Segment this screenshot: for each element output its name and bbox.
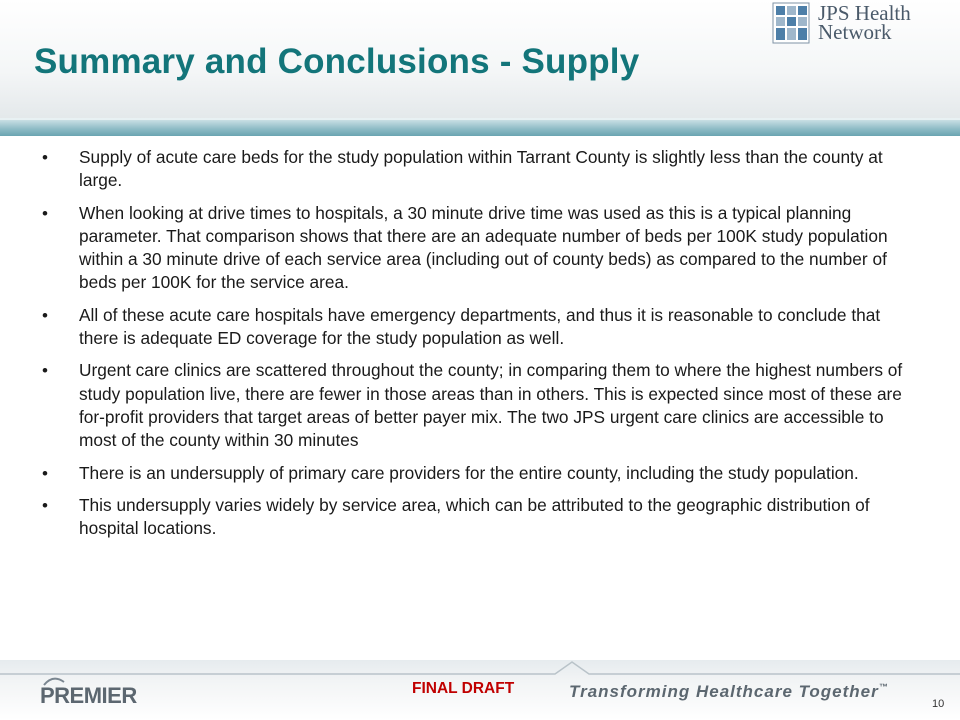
jps-logo: [772, 2, 950, 46]
bullet-text: All of these acute care hospitals have emergency departments, and thus it is reasonable to conclude that there is adequate ED coverage for the study population as well.: [79, 304, 881, 349]
jps-logo-wordmark: [818, 1, 911, 44]
header-divider-band: [0, 120, 960, 136]
tagline-text: Transforming Healthcare Together: [569, 682, 879, 701]
trademark-mark: ™: [878, 682, 889, 692]
bullet-item: [40, 494, 920, 541]
bullet-item: [40, 359, 920, 452]
bullet-dot-icon: •: [42, 203, 48, 223]
premier-logo: PREMIER: [40, 683, 137, 708]
bullet-dot-icon: •: [42, 361, 48, 381]
bullet-text: Supply of acute care beds for the study population within Tarrant County is slightly less than the county at large.: [79, 147, 883, 191]
bullet-text: When looking at drive times to hospitals, a 30 minute drive time was used as this is a typical planning parameter. That comparison shows that there are an adequate number of beds per 100K study population within a 30 minute drive of each service area (including out of county beds) as compared to the number of beds per 100K for the service area.: [79, 202, 888, 293]
bullet-list: [40, 146, 920, 540]
bullet-item: [40, 202, 920, 295]
logo-line-2: Network: [818, 20, 892, 44]
jps-logo-mark-icon: [772, 2, 810, 44]
final-draft-label: FINAL DRAFT: [412, 680, 515, 697]
bullet-dot-icon: •: [42, 463, 48, 483]
page-number: 10: [932, 698, 945, 710]
bullet-text: This undersupply varies widely by service area, which can be attributed to the geographic distribution of hospital locations.: [79, 494, 870, 539]
bullet-text: There is an undersupply of primary care providers for the entire county, including the study population.: [79, 462, 859, 483]
bullet-dot-icon: •: [42, 495, 48, 515]
bullet-item: [40, 304, 920, 351]
slide-body: [40, 146, 920, 549]
tagline: [569, 682, 889, 702]
bullet-text: Urgent care clinics are scattered throughout the county; in comparing them to where the highest numbers of study population live, there are fewer in those areas than in others. This is expected since most of these are for-profit providers that target areas of better payer mix. The two JPS urgent care clinics are accessible to most of the county within 30 minutes: [79, 360, 903, 451]
bullet-item: [40, 462, 920, 485]
slide-title: Summary and Conclusions - Supply: [34, 42, 640, 81]
logo-line-1: JPS Health: [818, 1, 911, 25]
bullet-item: [40, 146, 920, 193]
bullet-dot-icon: •: [42, 148, 48, 167]
bullet-dot-icon: •: [42, 305, 48, 325]
